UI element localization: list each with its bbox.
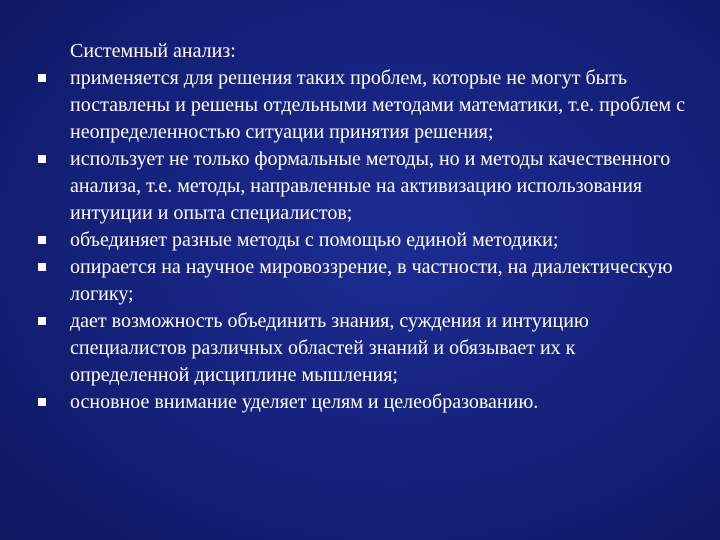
square-bullet-icon — [38, 263, 46, 271]
bullet-list — [70, 65, 690, 416]
list-item-text: основное внимание уделяет целям и целеобразованию. — [70, 391, 539, 413]
list-item — [70, 308, 690, 389]
square-bullet-icon — [38, 155, 46, 163]
list-item — [70, 254, 690, 308]
square-bullet-icon — [38, 317, 46, 325]
list-item-text: использует не только формальные методы, но и методы качественного анализа, т.е. методы, направленные на активизацию использования интуиции и опыта специалистов; — [70, 148, 671, 224]
list-item — [70, 146, 690, 227]
list-item — [70, 65, 690, 146]
slide-title: Системный анализ: — [70, 40, 236, 62]
list-item-text: опирается на научное мировоззрение, в частности, на диалектическую логику; — [70, 256, 673, 305]
list-item-text: объединяет разные методы с помощью единой методики; — [70, 229, 559, 251]
square-bullet-icon — [38, 74, 46, 82]
slide-content — [70, 38, 690, 416]
list-item-text: дает возможность объединить знания, суждения и интуицию специалистов различных областей знаний и обязывает их к определенной дисциплине мышления; — [70, 310, 589, 386]
square-bullet-icon — [38, 398, 46, 406]
list-item — [70, 227, 690, 254]
list-item — [70, 389, 690, 416]
square-bullet-icon — [38, 236, 46, 244]
list-item-text: применяется для решения таких проблем, которые не могут быть поставлены и решены отдельными методами математики, т.е. проблем с неопределенностью ситуации принятия решения; — [70, 67, 685, 143]
